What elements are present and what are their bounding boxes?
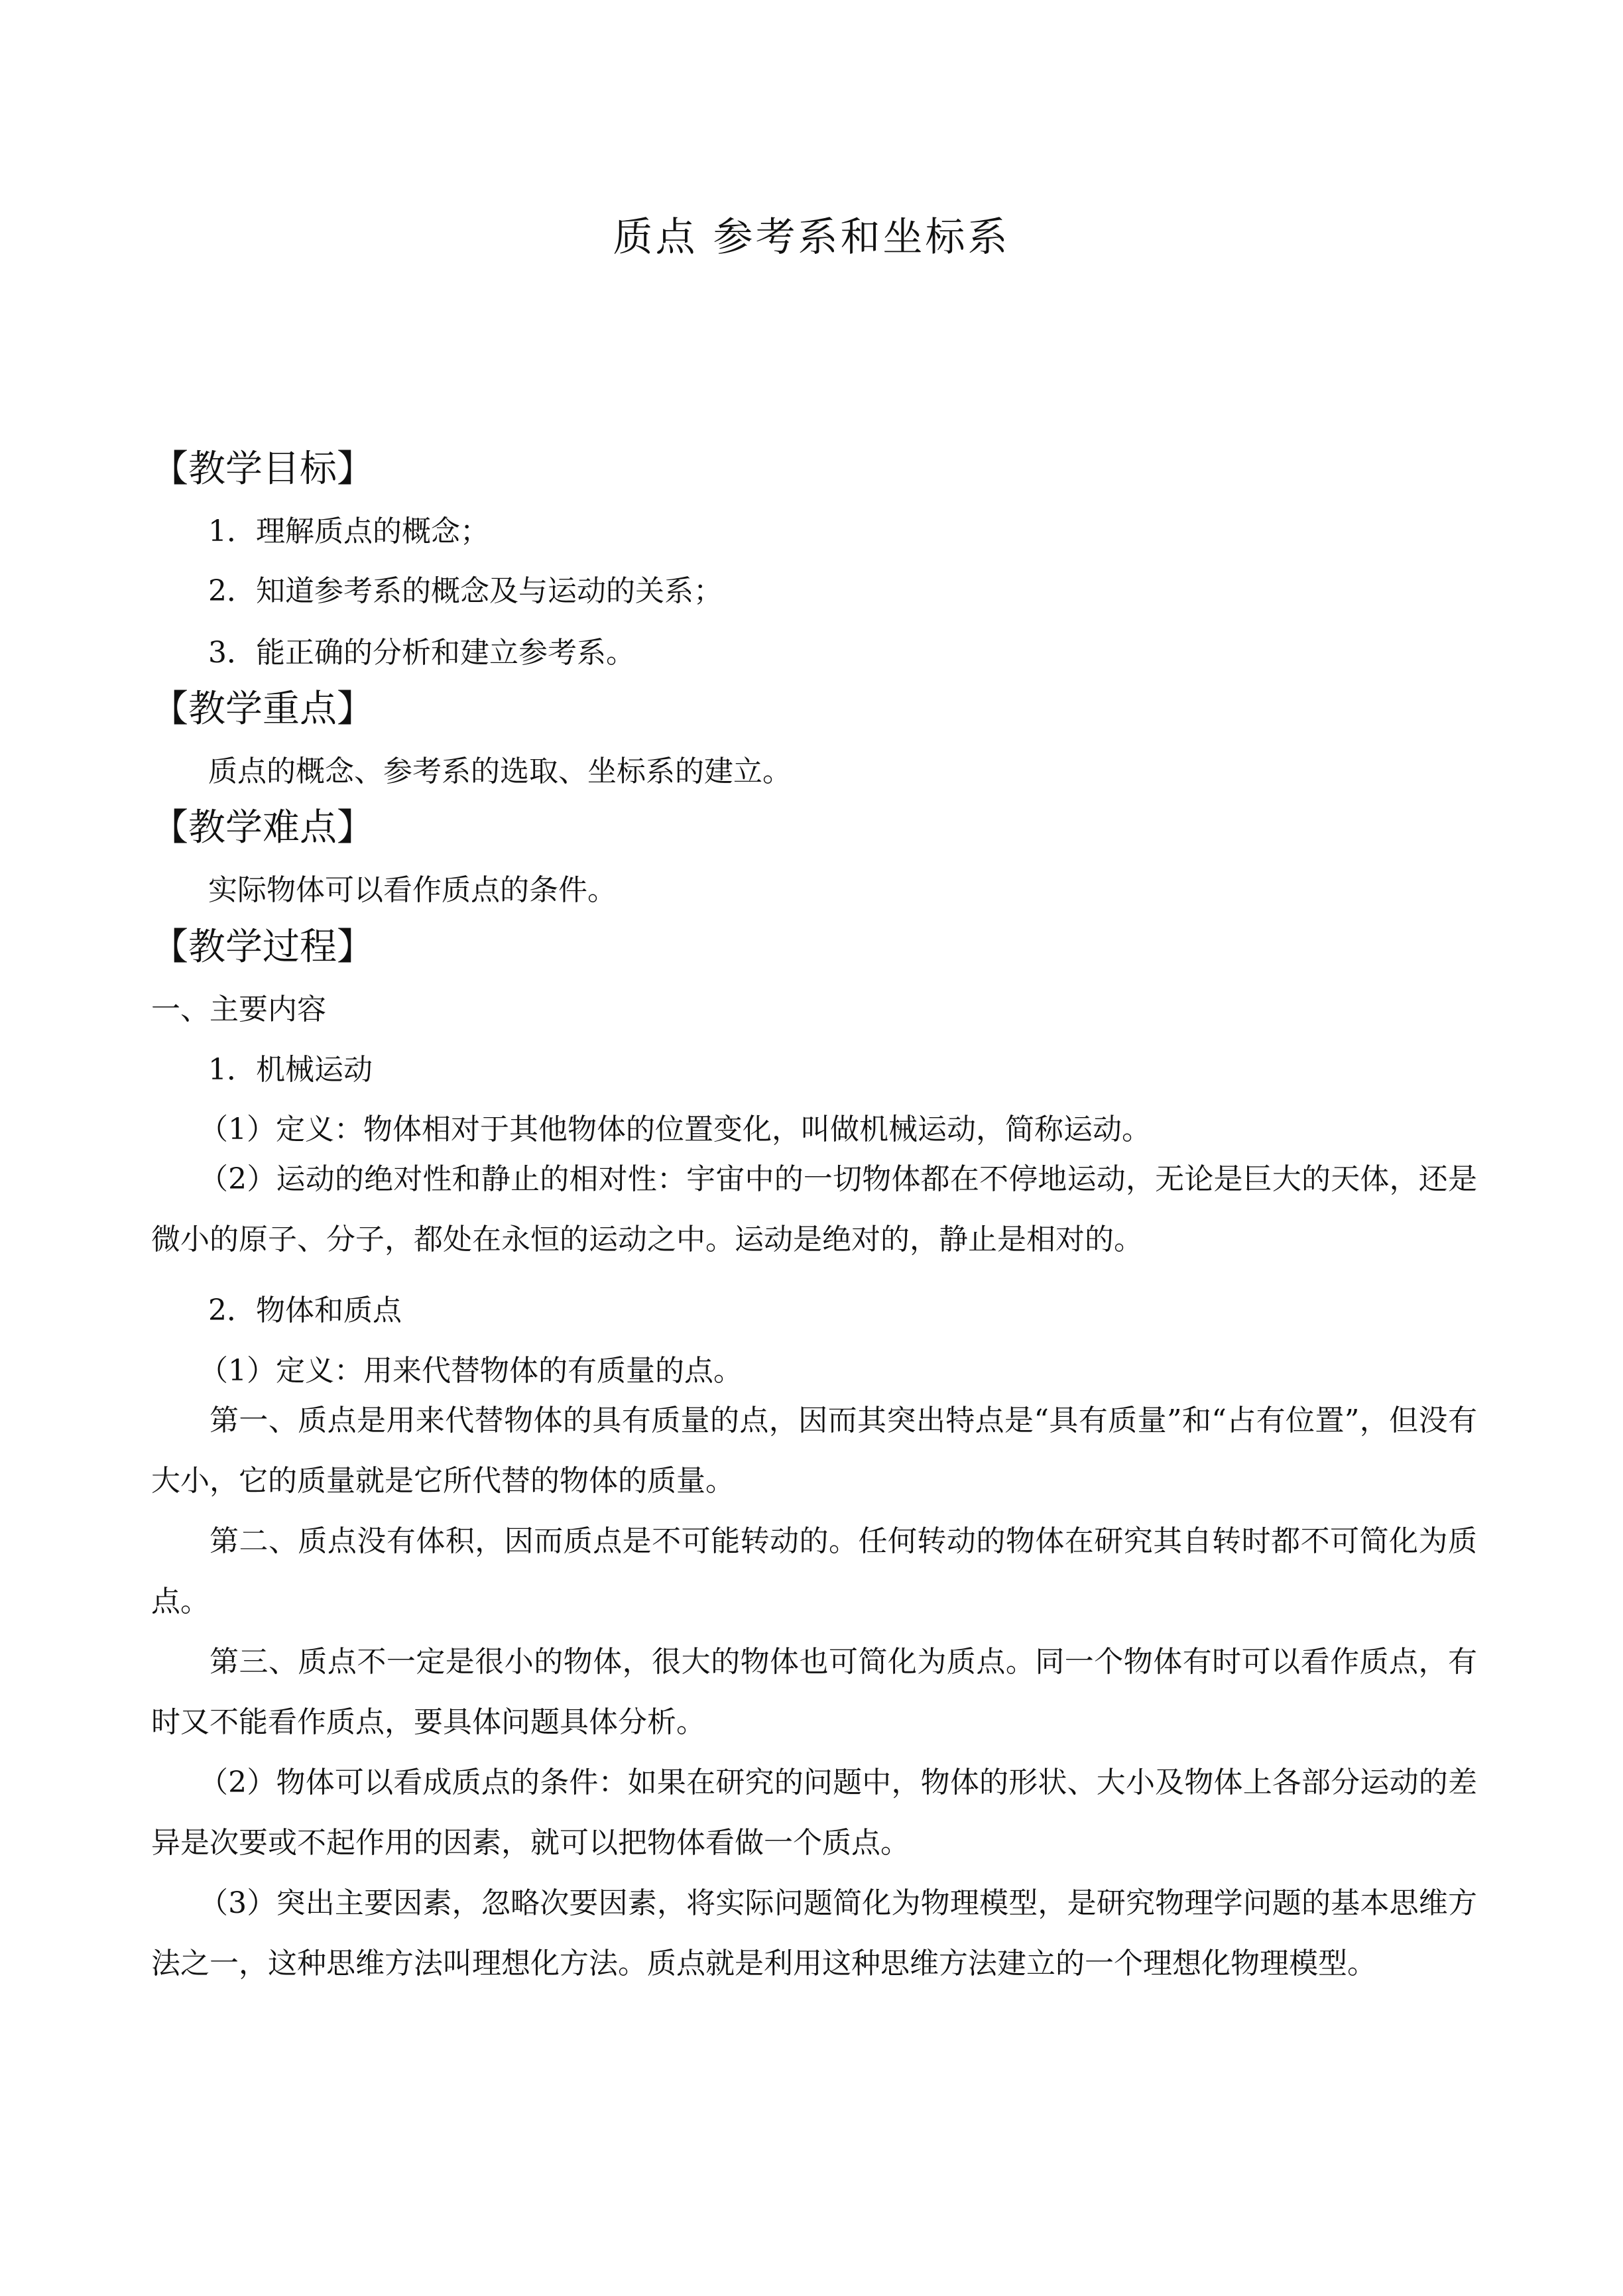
page-title: 质点 参考系和坐标系 xyxy=(613,214,1010,261)
section-title-main-content: 一、主要内容 xyxy=(151,993,326,1026)
difficulties-heading: 【教学难点】 xyxy=(151,806,374,849)
difficulties-text: 实际物体可以看作质点的条件。 xyxy=(208,873,617,907)
process-heading: 【教学过程】 xyxy=(151,926,374,969)
objective-item-3: 3．能正确的分析和建立参考系。 xyxy=(208,636,635,670)
objectives-heading: 【教学目标】 xyxy=(151,448,374,491)
paragraph-motion-relativity: （2）运动的绝对性和静止的相对性：宇宙中的一切物体都在不停地运动，无论是巨大的天体，还是微小的原子、分子，都处在永恒的运动之中。运动是绝对的，静止是相对的。 xyxy=(151,1162,1477,1256)
key-points-heading: 【教学重点】 xyxy=(151,688,374,731)
paragraph-particle-definition: （1）定义：用来代替物体的有质量的点。 xyxy=(199,1354,743,1388)
key-points-text: 质点的概念、参考系的选取、坐标系的建立。 xyxy=(208,755,792,788)
paragraph-motion-definition: （1）定义：物体相对于其他物体的位置变化，叫做机械运动，简称运动。 xyxy=(199,1113,1151,1146)
paragraph-point-third: 第三、质点不一定是很小的物体，很大的物体也可简化为质点。同一个物体有时可以看作质点，有时又不能看作质点，要具体问题具体分析。 xyxy=(151,1645,1477,1739)
paragraph-point-first: 第一、质点是用来代替物体的具有质量的点，因而其突出特点是“具有质量”和“占有位置”，但没有大小，它的质量就是它所代替的物体的质量。 xyxy=(151,1404,1477,1498)
paragraph-point-second: 第二、质点没有体积，因而质点是不可能转动的。任何转动的物体在研究其自转时都不可简化为质点。 xyxy=(151,1524,1477,1618)
objective-item-1: 1．理解质点的概念； xyxy=(208,514,489,548)
subsection-title-mechanical-motion: 1．机械运动 xyxy=(208,1053,373,1087)
objective-item-2: 2．知道参考系的概念及与运动的关系； xyxy=(208,574,723,608)
subsection-title-object-and-particle: 2．物体和质点 xyxy=(208,1294,402,1327)
paragraph-particle-condition: （2）物体可以看成质点的条件：如果在研究的问题中，物体的形状、大小及物体上各部分运动的差异是次要或不起作用的因素，就可以把物体看做一个质点。 xyxy=(151,1766,1477,1860)
paragraph-idealization-method: （3）突出主要因素，忽略次要因素，将实际问题简化为物理模型，是研究物理学问题的基本思维方法之一，这种思维方法叫理想化方法。质点就是利用这种思维方法建立的一个理想化物理模型。 xyxy=(151,1886,1477,1980)
